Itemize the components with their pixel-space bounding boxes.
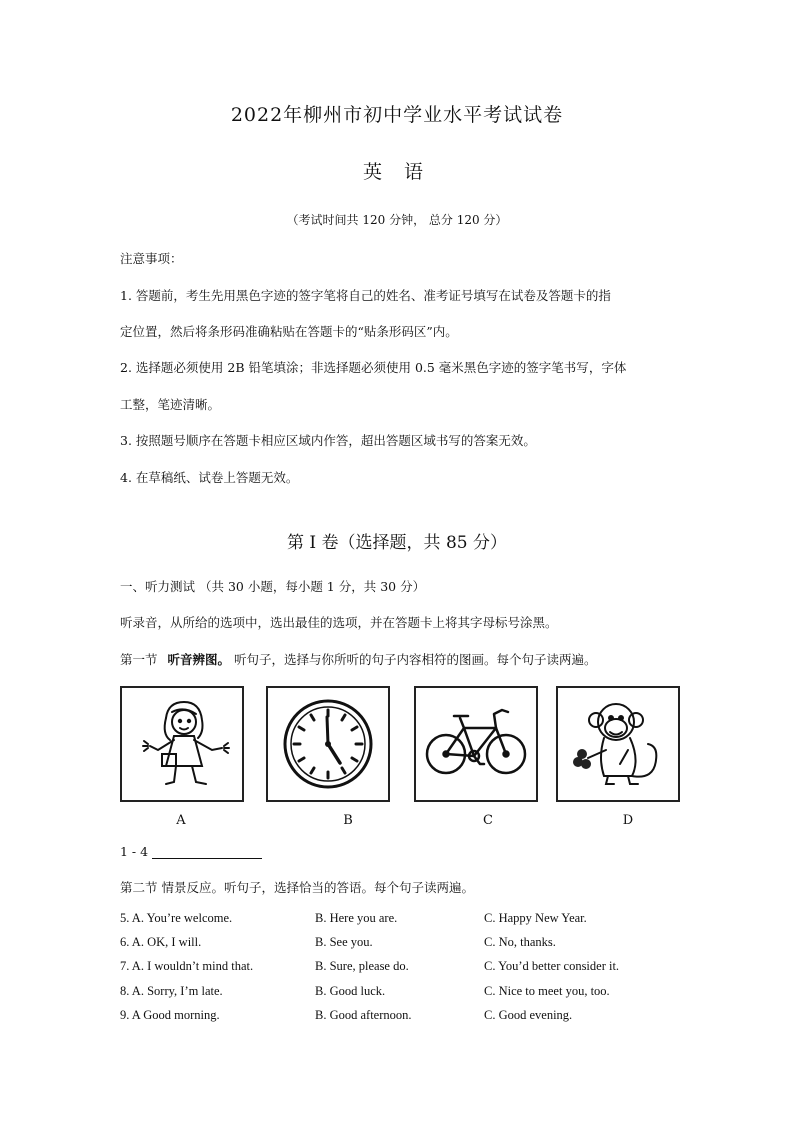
q7-option-c: C. You’d better consider it. [484,959,620,973]
girl-icon [122,688,242,800]
q5-option-a: 5. A. You’re welcome. [120,911,233,925]
picture-label-b: B [343,813,353,828]
monkey-icon [558,688,678,800]
picture-d [556,686,680,802]
notes-heading: 注意事项： [120,251,183,266]
bicycle-icon [416,688,536,800]
q9-option-b: B. Good afternoon. [315,1008,412,1022]
section-title: 第 I 卷（选择题，共 85 分） [287,533,507,553]
note-line-5: 3. 按照题号顺序在答题卡相应区域内作答，超出答题区域书写的答案无效。 [120,433,536,448]
note-line-1: 1. 答题前，考生先用黑色字迹的签字笔将自己的姓名、准考证号填写在试卷及答题卡的指 [120,288,611,303]
q7-option-a: 7. A. I wouldn’t mind that. [120,959,254,973]
q9-option-a: 9. A Good morning. [120,1008,220,1022]
picture-b [266,686,390,802]
note-line-4: 工整，笔迹清晰。 [120,397,221,412]
note-line-2: 定位置，然后将条形码准确粘贴在答题卡的“贴条形码区”内。 [120,324,458,339]
sec1-text: 听句子，选择与你所听的句子内容相符的图画。每个句子读两遍。 [230,652,597,667]
note-line-3: 2. 选择题必须使用 2B 铅笔填涂；非选择题必须使用 0.5 毫米黑色字迹的签字笔书写，字体 [120,360,627,375]
q5-option-c: C. Happy New Year. [484,911,587,925]
q8-option-a: 8. A. Sorry, I’m late. [120,984,223,998]
note-line-6: 4. 在草稿纸、试卷上答题无效。 [120,470,299,485]
q8-option-b: B. Good luck. [315,984,386,998]
picture-c [414,686,538,802]
q8-option-c: C. Nice to meet you, too. [484,984,610,998]
sec2-line: 第二节 情景反应。听句子，选择恰当的答语。每个句子读两遍。 [120,880,474,895]
paper-title: 2022年柳州市初中学业水平考试试卷 [230,104,564,126]
subject-title: 英 语 [362,161,432,183]
q9-option-c: C. Good evening. [484,1008,573,1022]
answer-range: 1 - 4 [120,844,149,859]
picture-label-a: A [176,813,186,828]
part1-heading: 一、听力测试 （共 30 小题，每小题 1 分，共 30 分） [120,579,426,594]
q5-option-b: B. Here you are. [315,911,398,925]
sec1-label: 第一节 [120,652,158,667]
sec1-bold: 听音辨图。 [167,652,231,667]
sec1-line [120,650,597,668]
q6-option-a: 6. A. OK, I will. [120,935,202,949]
picture-a [120,686,244,802]
q6-option-c: C. No, thanks. [484,935,556,949]
time-note: （考试时间共 120 分钟， 总分 120 分） [286,213,508,227]
q6-option-b: B. See you. [315,935,373,949]
q7-option-b: B. Sure, please do. [315,959,409,973]
answer-blank[interactable] [152,846,262,859]
part1-instruction: 听录音，从所给的选项中，选出最佳的选项，并在答题卡上将其字母标号涂黑。 [120,615,558,630]
picture-label-d: D [622,813,634,828]
answer-line [120,844,262,859]
clock-icon [268,688,388,800]
picture-label-c: C [483,813,493,828]
